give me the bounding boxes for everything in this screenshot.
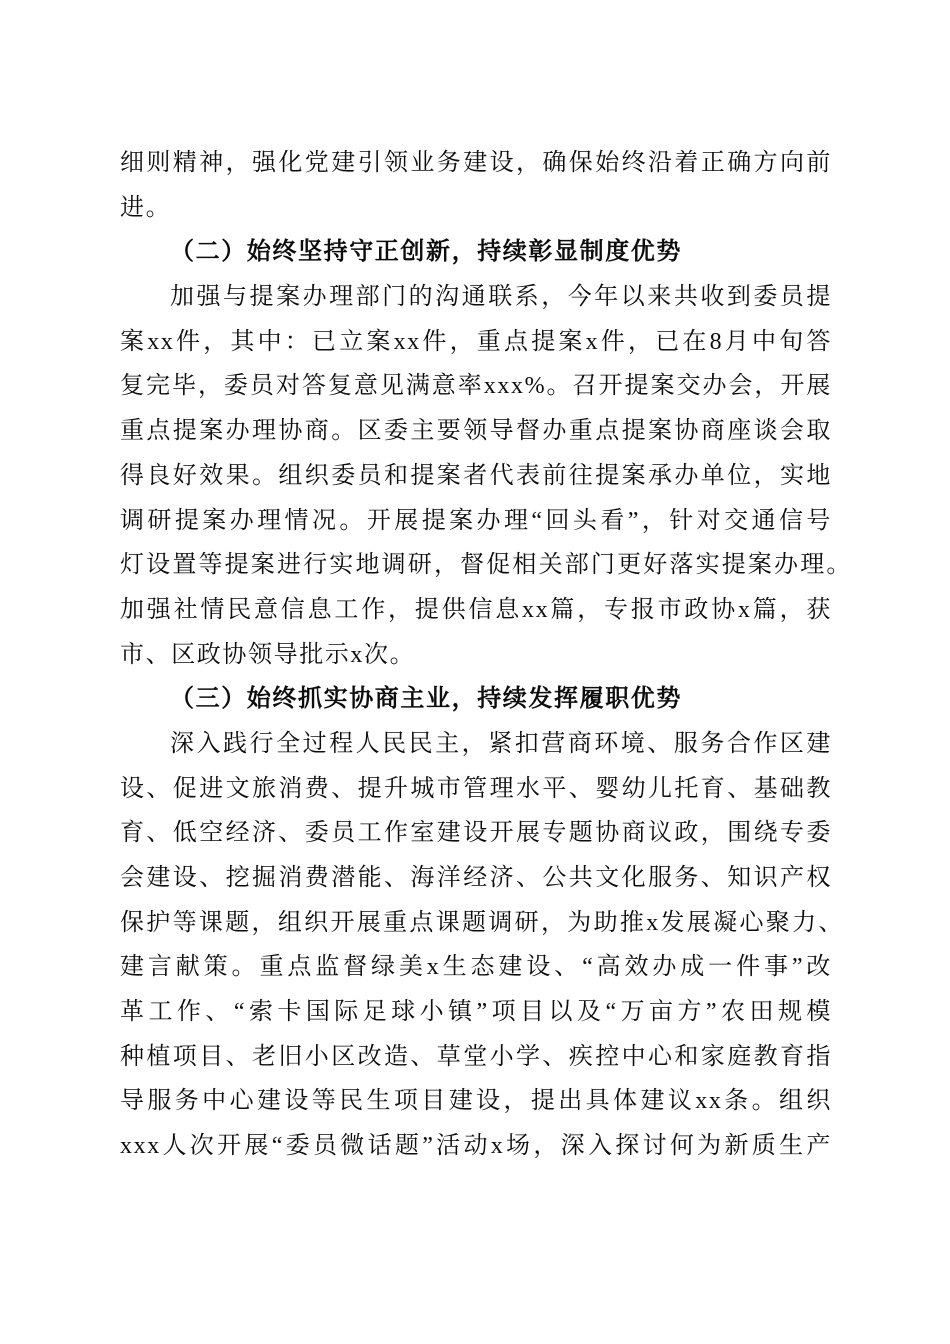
- paragraph-line: 加强与提案办理部门的沟通联系，今年以来共收到委员提: [170, 284, 832, 311]
- section-heading-3: （三）始终抓实协商主业，持续发挥履职优势: [170, 686, 682, 713]
- paragraph-line: 市、区政协领导批示x次。: [120, 641, 416, 668]
- paragraph-line: 会建设、挖掘消费潜能、海洋经济、公共文化服务、知识产权: [120, 865, 832, 891]
- section-heading-2: （二）始终坚持守正创新，持续彰显制度优势: [170, 239, 682, 266]
- paragraph-line: 育、低空经济、委员工作室建设开展专题协商议政，围绕专委: [120, 820, 832, 847]
- paragraph-line: xxx人次开展“委员微话题”活动x场，深入探讨何为新质生产: [120, 1133, 832, 1160]
- paragraph-line: 加强社情民意信息工作，提供信息xx篇，专报市政协x篇，获: [120, 596, 832, 623]
- paragraph-line: 种植项目、老旧小区改造、草堂小学、疾控中心和家庭教育指: [120, 1043, 832, 1070]
- paragraph-section-2: [120, 275, 860, 677]
- paragraph-line: 复完毕，委员对答复意见满意率xxx%。召开提案交办会，开展: [120, 373, 832, 400]
- paragraph-line: 深入践行全过程人民民主，紧扣营商环境、服务合作区建: [170, 730, 832, 757]
- paragraph-line: 得良好效果。组织委员和提案者代表前往提案承办单位，实地: [120, 462, 832, 489]
- paragraph-line: 调研提案办理情况。开展提案办理“回头看”，针对交通信号: [120, 507, 832, 534]
- paragraph-line: 建言献策。重点监督绿美x生态建设、“高效办成一件事”改: [120, 954, 832, 981]
- paragraph-line: 导服务中心建设等民生项目建设，提出具体建议xx条。组织: [120, 1088, 832, 1115]
- paragraph-line: 重点提案办理协商。区委主要领导督办重点提案协商座谈会取: [120, 418, 832, 445]
- paragraph-line: 设、促进文旅消费、提升城市管理水平、婴幼儿托育、基础教: [120, 775, 832, 802]
- paragraph-line: 革工作、“索卡国际足球小镇”项目以及“万亩方”农田规模: [120, 999, 832, 1026]
- paragraph-line: 细则精神，强化党建引领业务建设，确保始终沿着正确方向前: [120, 150, 832, 176]
- paragraph-section-3: [120, 722, 860, 1169]
- paragraph-line: 案xx件，其中：已立案xx件，重点提案x件，已在8月中旬答: [120, 328, 832, 355]
- paragraph-line: 进。: [120, 194, 172, 221]
- document-body: [120, 141, 860, 1169]
- paragraph-line: 保护等课题，组织开展重点课题调研，为助推x发展凝心聚力、: [120, 909, 844, 936]
- paragraph-continued: [120, 141, 860, 230]
- paragraph-line: 灯设置等提案进行实地调研，督促相关部门更好落实提案办理。: [120, 552, 852, 579]
